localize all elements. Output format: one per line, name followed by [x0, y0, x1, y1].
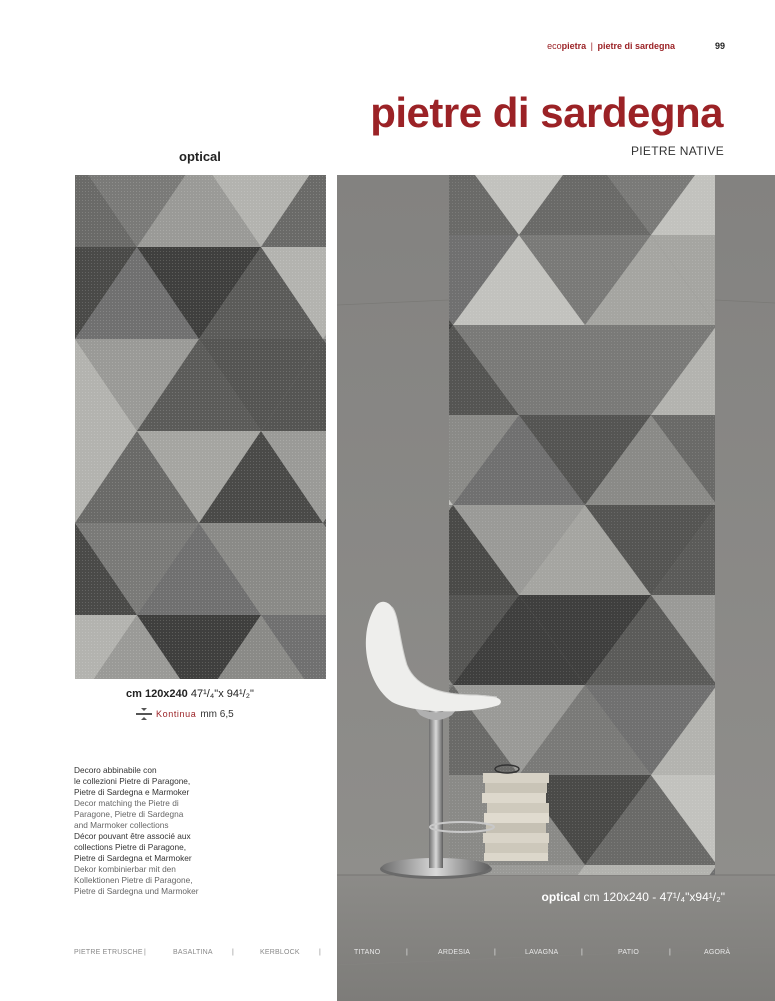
page-title: pietre di sardegna [370, 89, 723, 136]
brand-name: pietra [561, 41, 587, 51]
nav-divider: | [144, 949, 147, 956]
nav-item-lavagna[interactable]: LAVAGNA [525, 949, 559, 956]
nav-divider: | [406, 949, 409, 956]
tile-size [126, 688, 254, 700]
optical-pattern [75, 175, 326, 679]
tile-label: optical [179, 149, 221, 164]
desc-fr-2: collections Pietre di Paragone, [74, 842, 187, 852]
desc-en-1: Decor matching the Pietre di [74, 798, 179, 808]
room-scene-image [337, 175, 775, 1001]
brand-prefix: eco [547, 41, 562, 51]
nav-divider: | [494, 949, 497, 956]
nav-divider: | [581, 949, 584, 956]
desc-en-3: and Marmoker collections [74, 820, 169, 830]
desc-it-2: le collezioni Pietre di Paragone, [74, 776, 191, 786]
header-separator: | [590, 41, 593, 51]
kontinua-logo: Kontinua [156, 709, 197, 719]
tile-sample-image [75, 175, 326, 679]
nav-item-basaltina[interactable]: BASALTINA [173, 949, 213, 956]
tile-size-in: 47¹/₄"x 94¹/₂" [190, 688, 254, 700]
nav-item-ardesia[interactable]: ARDESIA [438, 949, 471, 956]
desc-it-1: Decoro abbinabile con [74, 765, 157, 775]
nav-item-pietre-etrusche[interactable]: PIETRE ETRUSCHE [74, 949, 143, 956]
page-number: 99 [714, 41, 725, 51]
nav-item-kerblock[interactable]: KERBLOCK [260, 949, 300, 956]
room-caption-size: cm 120x240 - 47¹/₄"x94¹/₂" [583, 890, 725, 904]
description [74, 765, 274, 897]
desc-fr-3: Pietre di Sardegna et Marmoker [74, 853, 192, 863]
desc-en-2: Paragone, Pietre di Sardegna [74, 809, 184, 819]
thickness-value: mm 6,5 [200, 708, 234, 720]
desc-de-1: Dekor kombinierbar mit den [74, 864, 176, 874]
room-caption [542, 890, 725, 904]
desc-de-2: Kollektionen Pietre di Paragone, [74, 875, 193, 885]
desc-it-3: Pietre di Sardegna e Marmoker [74, 787, 190, 797]
desc-de-3: Pietre di Sardegna und Marmoker [74, 886, 199, 896]
nav-item-agora[interactable]: AGORÀ [704, 949, 731, 956]
nav-item-titano[interactable]: TITANO [354, 949, 381, 956]
tile-thickness [136, 708, 234, 720]
header-collection: pietre di sardegna [597, 41, 675, 51]
nav-divider: | [669, 949, 672, 956]
desc-fr-1: Décor pouvant être associé aux [74, 831, 191, 841]
nav-divider: | [319, 949, 322, 956]
running-head [547, 41, 675, 51]
nav-item-patio[interactable]: PATIO [618, 949, 639, 956]
page-subtitle: PIETRE NATIVE [630, 144, 724, 158]
book-stack [482, 765, 549, 861]
nav-divider: | [232, 949, 235, 956]
room-illustration [337, 175, 775, 1001]
collection-nav [74, 949, 731, 961]
room-caption-name: optical [541, 890, 581, 904]
tile-size-cm: cm 120x240 [126, 688, 188, 700]
thickness-icon [136, 708, 152, 720]
